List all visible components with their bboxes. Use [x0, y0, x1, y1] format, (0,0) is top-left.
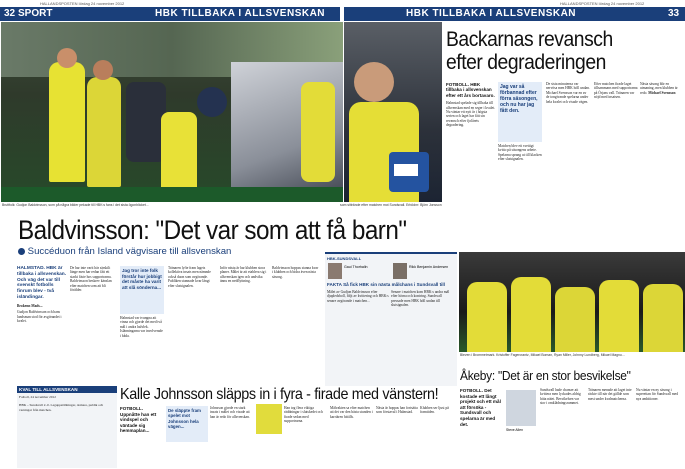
right-story-column-1: FOTBOLL. HBK tillbaka i allsvenskan efter ett års bortavaro. Halmstad spelade sig tillbaka till allsvenskan med en seger i kvalet. Nu väntar ett nytt år i högsta serien och laget har fått sin revansch efter fjolårets degradering. [446, 82, 496, 128]
main-story-column-2: De har inte varit här särskilt länge men har redan fått ett starkt fäste hos supportrarna. Baldvinsson beskrev känslan efter matchen som att bli förälder. [70, 266, 112, 293]
bottom-right-column-1 [460, 388, 504, 468]
main-pullquote: Jag tror inte folk förstår hur jobbigt det måste ha varit att slå sönderna... [122, 268, 162, 290]
issue-date-right: HALLANDSPOSTEN lördag 24 november 2012 [560, 1, 645, 6]
right-story-quote-box [498, 82, 542, 142]
bottom-story-column-5: Nästa år hoppas han fortsätta som förstaval i Halmstad. [376, 406, 418, 415]
celebration-photo-left [1, 22, 343, 202]
stats-box-label: KVAL TILL ALLSVENSKAN [17, 386, 117, 393]
factbox-headline: FAKTA Så fick HBK sin nästa målchans i Sundsvall till [327, 282, 445, 287]
factbox-label: HBK-SUNDSVALL [327, 256, 362, 261]
main-story-column-1: HALMSTAD. HBK är tillbaka i allsvenskan. Och väg det var till svenskt fotbolls finrum blev - två isländingar. Brokenn Mads... Gudjon Baldvinsson och hans landsman stod för avgörandet i kvalet. [17, 266, 67, 323]
right-story-byline: Michael Svensson [648, 90, 676, 95]
photo-caption-right: som sittrände efter matchen mot Sundsvall. Erbödnr: Björn Jonsson [340, 203, 442, 207]
factbox-text-left: Målet av Gudjon Baldvinsson efter djupledsboll, följt av kvittering och HBK:s senare avgörande i matchen... [327, 290, 389, 303]
right-story-kicker: Jag var så förbannad efter förra säsongen, och nu har jag fått den. [500, 84, 538, 114]
stats-box-sub: Fotboll, 24 november 2012 [19, 395, 56, 399]
left-banner-title: HBK TILLBAKA I ALLSVENSKAN [155, 8, 326, 19]
stats-box [17, 386, 117, 468]
bottom-story-column-2: Johnsson gjorde en stark insats i målet och visade att han är redo för allsvenskan. [210, 406, 250, 419]
right-headline-line-1: Backarnas revansch [446, 28, 613, 51]
main-story-kicker: HALMSTAD. HBK är tillbaka i allsvenskan. Och väg det var till svenskt fotbolls finrum blev - två isländingar. [17, 266, 67, 300]
main-story-column-4: Tränaren lyfte fram lagets kollektiva insats men nämnde också duon som avgörande. Publiken stannade kvar långt efter slutsignalen. [168, 266, 211, 288]
main-story-byline: Brokenn Mads... [17, 303, 43, 308]
factbox-text-right: Senare i matchen kom HBK:s andra mål efter hörna och kontring. Sundsvall pressade men HBK höll undan till slutsignalen. [391, 290, 450, 308]
main-subhead-text: Succéduon från Island vägvisare till allsvenskan [27, 246, 232, 257]
bottom-right-headline: Åkeby: "Det är en stor besvikelse" [460, 368, 631, 383]
main-story-column-3: Halmstad var tvungna att vinna och gjorde det med två mål i andra halvlek. Islänningarna var involverade i båda. [120, 316, 163, 338]
right-story-lead: FOTBOLL. HBK tillbaka i allsvenskan efter ett års bortavaro. [446, 82, 495, 98]
main-pullquote-box [120, 266, 164, 314]
goalkeeper-portrait [256, 404, 282, 434]
team-photo-caption: Bleven i Brommetmark. Kristoffer Fagercrantz, Mikael Boman, Ryan Miller, Johnny Lundberg, Mikael Magnu... [460, 353, 625, 357]
bottom-story-kicker: FOTBOLL. Uppnåtte han ett vindspel och väntade sig hemmaplan... [120, 406, 157, 434]
main-story-column-6: Baldvinsson hoppas stanna kvar i klubben och bidra även nästa säsong. [272, 266, 319, 279]
bottom-story-column-4: Målvakten sa efter matchen att det var den bästa stunden i karriären hittills. [330, 406, 373, 419]
bottom-right-column-4: Nu väntar en ny säsong i superettan för Sundsvall med nya ambitioner. [636, 388, 679, 401]
right-page-number: 33 [668, 8, 680, 19]
bottom-pullquote: De släppte fram spelet mot Johnsson hela vägen... [168, 408, 201, 430]
issue-date-bar [0, 0, 685, 7]
right-story-column-3: De sista minuterna var nervösa men HBK höll undan. Michael Svensson var en av de tongivande spelarna under hela kvalet och visade vägen. [546, 82, 590, 104]
right-headline-line-2: efter degraderingen [446, 51, 606, 74]
main-headline: Baldvinsson: "Det var som att få barn" [18, 215, 407, 245]
factbox [325, 252, 457, 386]
right-story-column-2: Matchen blev ett svettigt kvitto på säsongens arbete. Spelarna sprang ut till klacken efter slutsignalen. [498, 144, 542, 162]
bottom-story-column-3: Han tog flera viktiga räddningar i slutskedet och firade sedan med supportrarna. [284, 406, 323, 424]
bottom-right-column-3: Tränaren menade att laget inte räckte till när det gällde som mest under kvalmatcherna. [588, 388, 632, 401]
player-portrait-1 [328, 263, 342, 279]
factbox-name-2: Rikk Benjamin Andersen [409, 265, 449, 269]
team-photo [459, 252, 685, 352]
right-story-column-5: Nästa säsong blir en utmaning, men klubben är redo. Michael Svensson [640, 82, 678, 95]
left-section-name: SPORT [18, 8, 53, 19]
bottom-story-column-1 [120, 406, 164, 468]
left-section-header [0, 7, 340, 21]
right-banner-title: HBK TILLBAKA I ALLSVENSKAN [406, 8, 577, 19]
right-story-column-4: Efter matchen firade laget tillsammans med supportrarna på Örjans vall. Tränaren var nöjd med insatsen. [594, 82, 638, 100]
bottom-right-byline: Steve Allen [506, 428, 523, 432]
bottom-headline: Kalle Johnsson släpps in i fyra - firade med vänstern! [120, 386, 439, 403]
celebration-photo-right [344, 22, 442, 202]
bottom-pullquote-box [166, 406, 208, 442]
bottom-story-column-6: Klubben ser ljust på framtiden. [420, 406, 449, 415]
main-story-column-5: Inför nästa år har klubben stora planer. Målet är att etablera sig i allsvenskan igen och undvika ännu en nedflyttning. [220, 266, 267, 284]
bottom-right-column-2: Sundsvall hade chanser att kvittera men lyckades aldrig hitta nätet. Besvikelsen var stor i omklädningsrummet. [540, 388, 581, 406]
photo-caption-left: Bruttfolk: Gudjon Baldvinsson, som på några bilder pekade till HBK:s fans i det sista ögonblicket... [2, 203, 149, 207]
factbox-name-1: Gaui Thorhalln [344, 265, 368, 269]
bottom-right-kicker: FOTBOLL. Det kostade ett långt projekt och ett mål att försöka - Sundsvall och spelarna är med det. [460, 388, 501, 427]
player-portrait-2 [393, 263, 407, 279]
coach-portrait [506, 390, 536, 426]
bullet-icon [18, 248, 25, 255]
stats-box-text: HBK – Sundsvall 2–0. Laguppställningar, domare, publik och varningar från matchen. [19, 403, 104, 412]
issue-date-left: HALLANDSPOSTEN lördag 24 november 2012 [40, 1, 125, 6]
left-page-number: 32 [4, 8, 16, 19]
right-section-header [344, 7, 685, 21]
right-story-headline [446, 28, 684, 74]
